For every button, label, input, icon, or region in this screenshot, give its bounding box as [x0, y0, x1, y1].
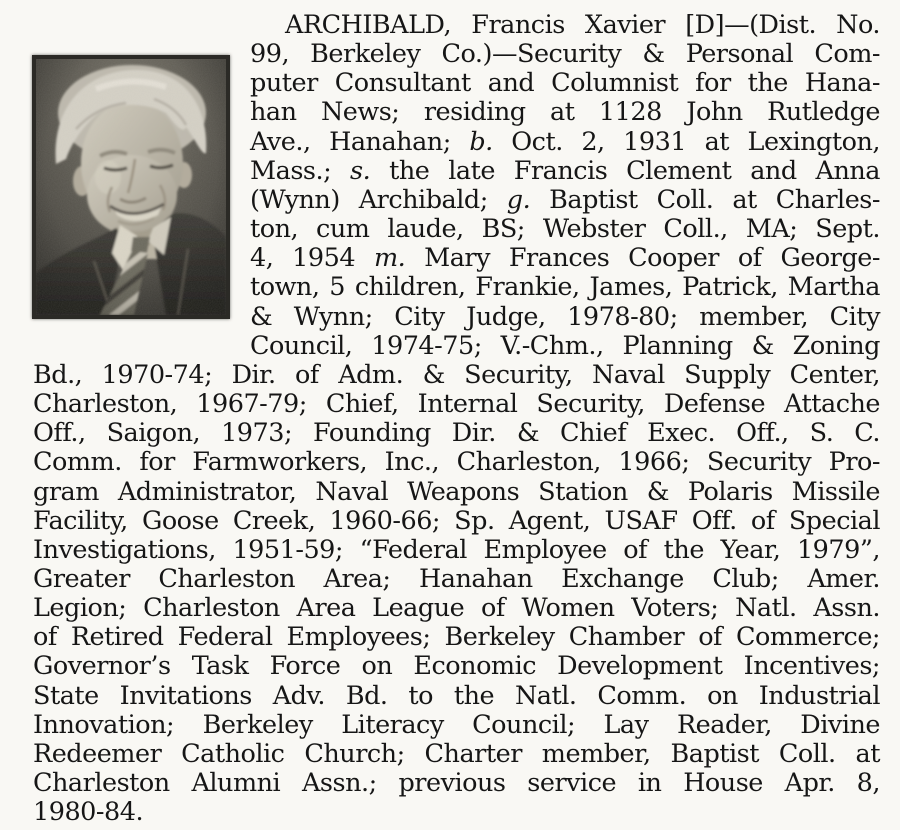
text-line	[33, 478, 880, 507]
portrait-photo	[32, 55, 230, 319]
text-segment: Oct. 2, 1931 at Lexington,	[492, 126, 880, 157]
text-segment: Legion; Charleston Area League of Women Voters; Natl. Assn.	[33, 593, 880, 624]
text-line	[33, 652, 880, 681]
text-line	[33, 507, 880, 536]
text-segment: 4, 1954	[250, 243, 374, 274]
text-segment: Redeemer Catholic Church; Charter member, Baptist Coll. at	[33, 738, 880, 769]
text-line	[33, 623, 880, 652]
text-segment: Council, 1974-75; V.-Chm., Planning & Zoning	[250, 330, 880, 361]
text-segment: Baptist Coll. at Charles-	[530, 184, 880, 215]
text-line	[33, 361, 880, 390]
text-segment: the late Francis Clement and Anna	[370, 155, 880, 186]
italic-text-segment: b.	[469, 126, 493, 157]
text-segment: & Wynn; City Judge, 1978-80; member, City	[250, 301, 880, 332]
text-line	[250, 40, 880, 69]
text-segment: town, 5 children, Frankie, James, Patrick, Martha	[250, 272, 880, 303]
text-line	[250, 69, 880, 98]
text-line	[250, 186, 880, 215]
text-segment: of Retired Federal Employees; Berkeley Chamber of Commerce;	[33, 622, 880, 653]
text-segment: Mass.;	[250, 155, 351, 186]
portrait-photo-image	[36, 59, 226, 315]
text-line	[250, 157, 880, 186]
text-segment: 99, Berkeley Co.)—Security & Personal Com-	[250, 39, 880, 70]
text-line	[250, 273, 880, 302]
text-line	[33, 419, 880, 448]
text-segment: Off., Saigon, 1973; Founding Dir. & Chief Exec. Off., S. C.	[33, 418, 880, 449]
text-segment: Mary Frances Cooper of George-	[405, 243, 880, 274]
text-segment: State Invitations Adv. Bd. to the Natl. Comm. on Industrial	[33, 680, 880, 711]
text-segment: Governor’s Task Force on Economic Development Incentives;	[33, 651, 880, 682]
text-line	[33, 769, 880, 798]
text-segment: han News; residing at 1128 John Rutledge	[250, 97, 880, 128]
text-line	[33, 711, 880, 740]
text-segment: 1980-84.	[33, 797, 144, 828]
text-segment: Greater Charleston Area; Hanahan Exchange Club; Amer.	[33, 563, 880, 594]
text-segment: ton, cum laude, BS; Webster Coll., MA; Sept.	[250, 214, 880, 245]
text-segment: Bd., 1970-74; Dir. of Adm. & Security, Naval Supply Center,	[33, 359, 880, 390]
text-line	[33, 740, 880, 769]
text-line	[250, 128, 880, 157]
text-segment: gram Administrator, Naval Weapons Station & Polaris Missile	[33, 476, 880, 507]
text-segment: Facility, Goose Creek, 1960-66; Sp. Agent, USAF Off. of Special	[33, 505, 880, 536]
italic-text-segment: s.	[350, 155, 371, 186]
italic-text-segment: m.	[373, 243, 406, 274]
text-line	[33, 798, 880, 827]
text-segment: Investigations, 1951-59; “Federal Employee of the Year, 1979”,	[33, 534, 880, 565]
text-line	[250, 332, 880, 361]
text-line	[250, 215, 880, 244]
italic-text-segment: g.	[506, 184, 531, 215]
text-segment: Innovation; Berkeley Literacy Council; Lay Reader, Divine	[33, 709, 880, 740]
text-line	[250, 303, 880, 332]
text-line	[33, 682, 880, 711]
text-segment: ARCHIBALD, Francis Xavier [D]—(Dist. No.	[285, 10, 880, 40]
text-segment: (Wynn) Archibald;	[250, 184, 507, 215]
text-line	[33, 536, 880, 565]
text-segment: puter Consultant and Columnist for the Hana-	[250, 68, 880, 99]
text-segment: Comm. for Farmworkers, Inc., Charleston, 1966; Security Pro-	[33, 447, 880, 478]
text-line	[33, 448, 880, 477]
text-line	[250, 244, 880, 273]
text-line	[250, 98, 880, 127]
text-segment: Ave., Hanahan;	[250, 126, 470, 157]
text-segment: Charleston Alumni Assn.; previous service in House Apr. 8,	[33, 768, 880, 799]
text-line	[250, 11, 880, 40]
text-line	[33, 594, 880, 623]
text-line	[33, 565, 880, 594]
text-line	[33, 390, 880, 419]
text-segment: Charleston, 1967-79; Chief, Internal Security, Defense Attache	[33, 389, 880, 420]
